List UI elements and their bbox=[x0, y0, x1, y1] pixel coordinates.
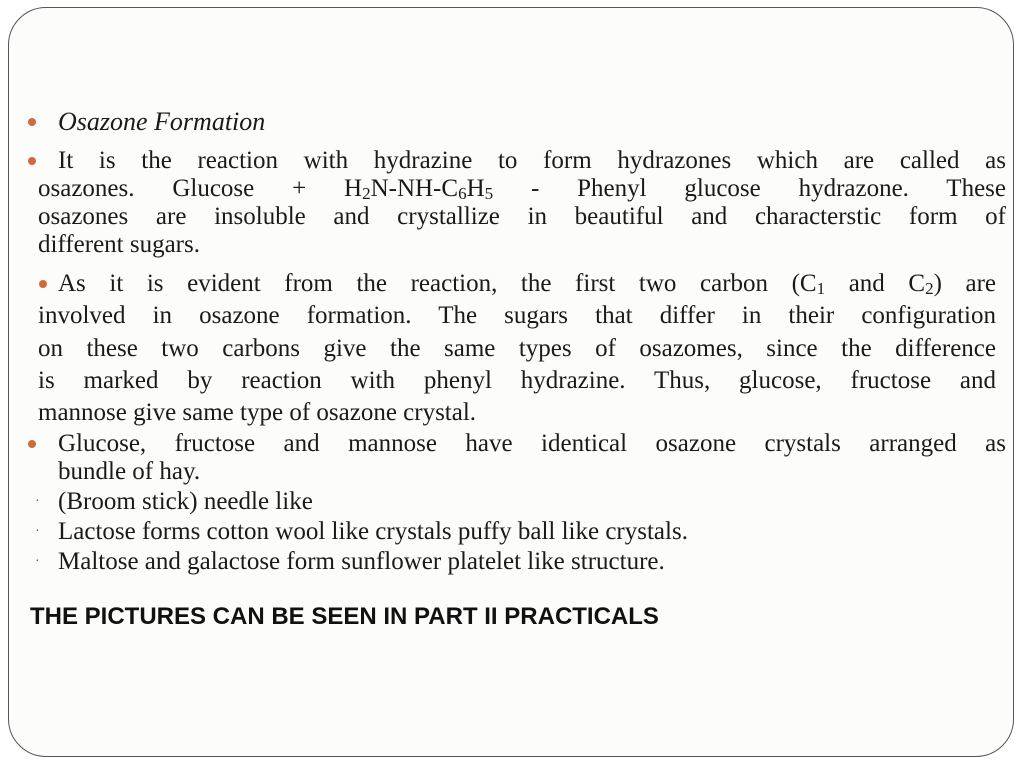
para1-line1: It is the reaction with hydrazine to form hydrazones which are called as bbox=[58, 147, 1006, 174]
sub-item-3: Maltose and galactose form sunflower platelet like structure. bbox=[58, 548, 665, 575]
bullet-dot-para3 bbox=[28, 440, 36, 448]
slide-heading: Osazone Formation bbox=[58, 107, 266, 136]
sub-bullet-glyph-3: · bbox=[35, 554, 40, 569]
para1-line2-d: - Phenyl glucose hydrazone. These bbox=[493, 175, 1006, 202]
para2-line5: mannose give same type of osazone crystal. bbox=[38, 399, 477, 426]
para1-line2-sub3: 5 bbox=[484, 184, 494, 204]
practicals-banner: THE PICTURES CAN BE SEEN IN PART II PRACTICALS bbox=[30, 603, 659, 630]
para2-line1 bbox=[58, 270, 996, 298]
para1-line4: different sugars. bbox=[38, 231, 200, 258]
para1-line2-sub1: 2 bbox=[362, 184, 371, 204]
para2-line1-b: and C bbox=[825, 270, 926, 297]
sub-item-1: (Broom stick) needle like bbox=[58, 488, 313, 515]
sub-bullet-glyph-1: · bbox=[35, 494, 40, 509]
bullet-dot-para2 bbox=[39, 280, 47, 288]
para1-line2 bbox=[38, 175, 1006, 203]
bullet-dot-heading bbox=[28, 118, 36, 126]
para2-line1-sub1: 1 bbox=[816, 279, 826, 299]
para1-line2-b: N-NH-C bbox=[370, 175, 459, 202]
para2-line3: on these two carbons give the same types of osazomes, since the difference bbox=[38, 335, 996, 362]
para1-line2-c: H bbox=[466, 175, 485, 202]
para2-line1-sub2: 2 bbox=[925, 279, 934, 299]
para2-line4: is marked by reaction with phenyl hydrazine. Thus, glucose, fructose and bbox=[38, 367, 996, 394]
para2-line2: involved in osazone formation. The sugars that differ in their configuration bbox=[38, 302, 996, 329]
para2-line1-a: As it is evident from the reaction, the first two carbon (C bbox=[58, 270, 817, 297]
bullet-dot-para1 bbox=[28, 157, 36, 165]
para1-line3: osazones are insoluble and crystallize in beautiful and characterstic form of bbox=[38, 203, 1006, 230]
para1-line2-a: osazones. Glucose + H bbox=[38, 175, 363, 202]
para1-line2-sub2: 6 bbox=[458, 184, 467, 204]
para3-line1: Glucose, fructose and mannose have identical osazone crystals arranged as bbox=[58, 430, 1006, 457]
para2-line1-c: ) are bbox=[933, 270, 996, 297]
para3-line2: bundle of hay. bbox=[58, 458, 201, 485]
sub-item-2: Lactose forms cotton wool like crystals puffy ball like crystals. bbox=[58, 518, 688, 545]
sub-bullet-glyph-2: · bbox=[35, 524, 40, 539]
